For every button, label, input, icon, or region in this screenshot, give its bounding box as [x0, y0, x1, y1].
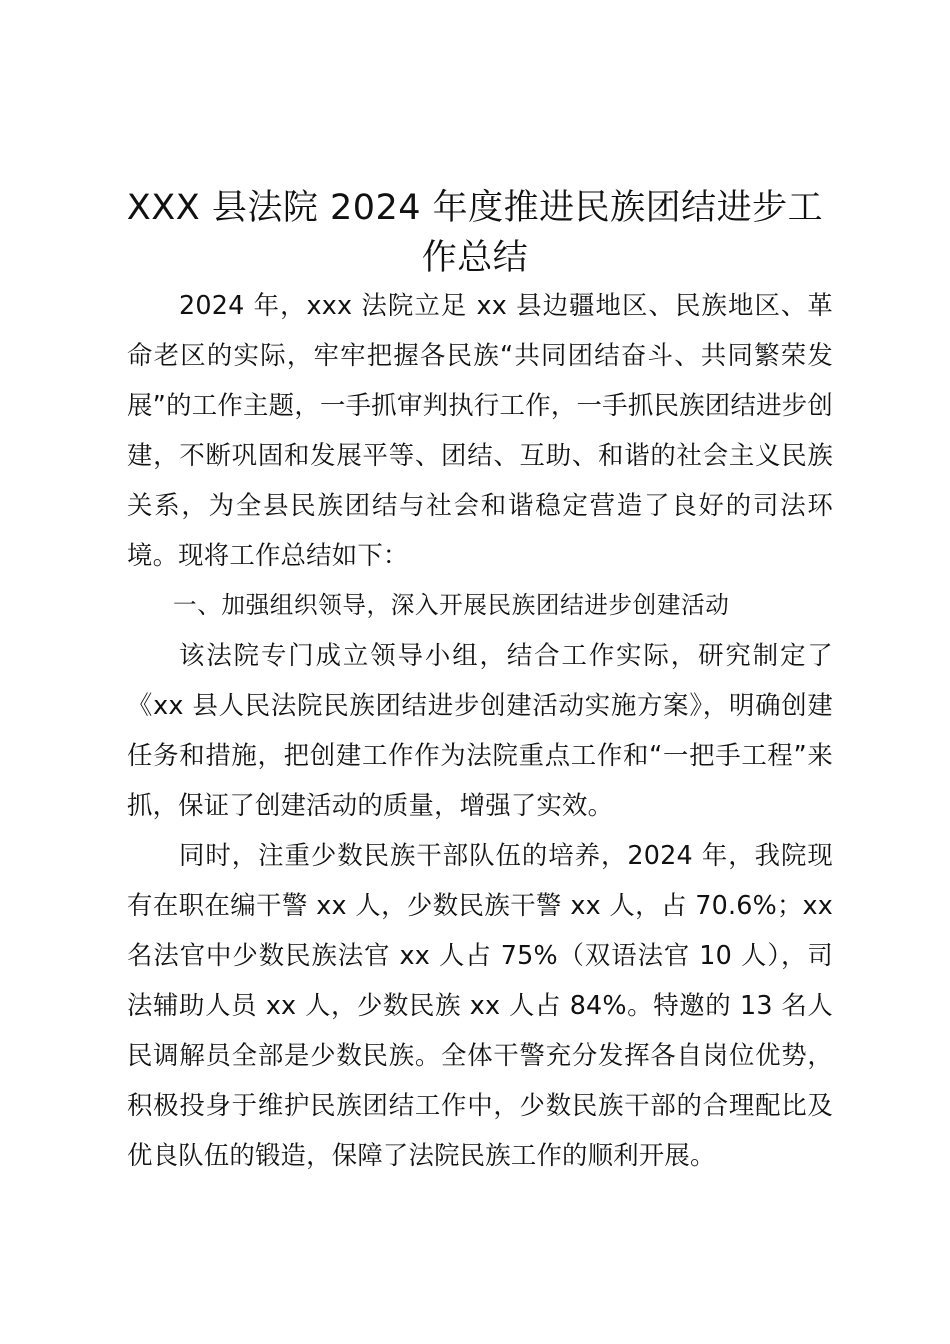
section-paragraph-2: 同时，注重少数民族干部队伍的培养，2024 年，我院现有在职在编干警 xx 人，少数民族干警 xx 人，占 70.6%；xx 名法官中少数民族法官 xx 人占 75%（双语法官 10 人），司法辅助人员 xx 人，少数民族 xx 人占 84%。特邀的 13 名人民调解员全部是少数民族。全体干警充分发挥各自岗位优势，积极投身于维护民族团结工作中，少数民族干部的合理配比及优良队伍的锻造，保障了法院民族工作的顺利开展。 [127, 840, 833, 1170]
document-body [127, 280, 833, 1180]
intro-paragraph: 2024 年，xxx 法院立足 xx 县边疆地区、民族地区、革命老区的实际，牢牢把握各民族“共同团结奋斗、共同繁荣发展”的工作主题，一手抓审判执行工作，一手抓民族团结进步创建，不断巩固和发展平等、团结、互助、和谐的社会主义民族关系，为全县民族团结与社会和谐稳定营造了良好的司法环境。现将工作总结如下： [127, 290, 833, 570]
section-heading: 一、加强组织领导，深入开展民族团结进步创建活动 [173, 591, 730, 619]
section-paragraph-1: 该法院专门成立领导小组，结合工作实际，研究制定了《xx 县人民法院民族团结进步创建活动实施方案》，明确创建任务和措施，把创建工作作为法院重点工作和“一把手工程”来抓，保证了创建活动的质量，增强了实效。 [127, 640, 833, 820]
document-title: XXX 县法院 2024 年度推进民族团结进步工作总结 [126, 188, 824, 278]
